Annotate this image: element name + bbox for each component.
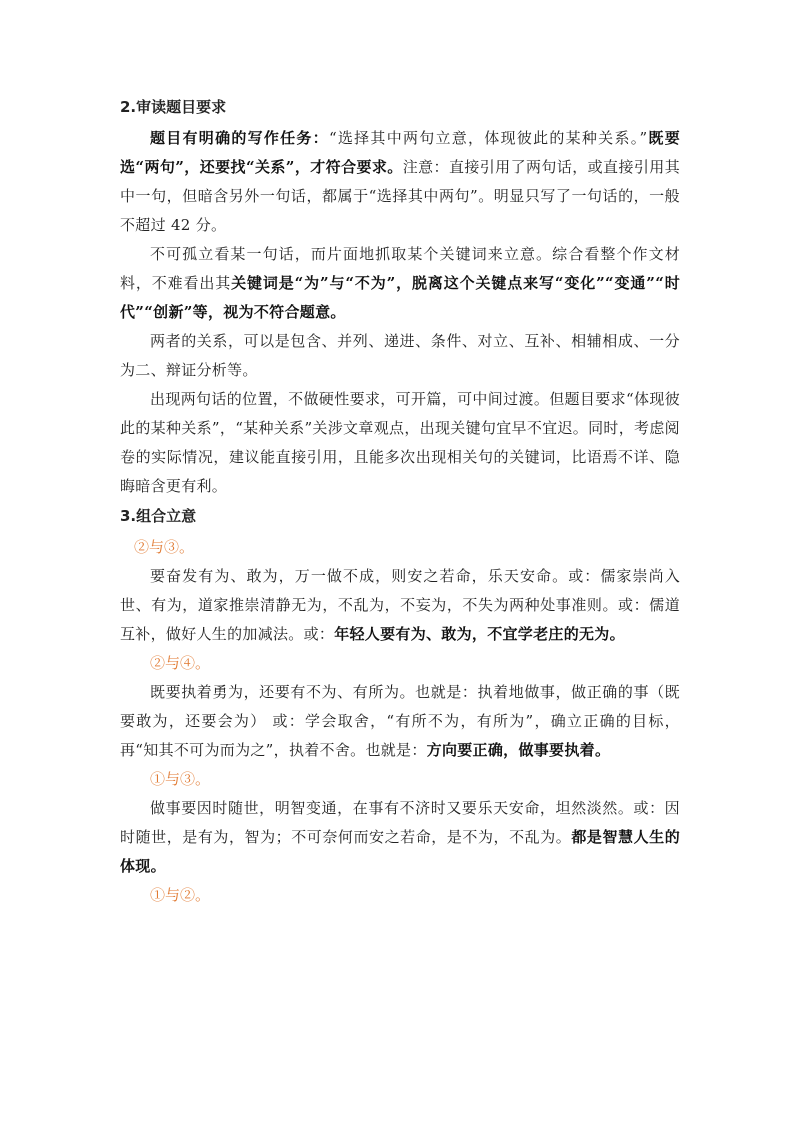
bold-text: 方向要正确，做事要执着。 xyxy=(426,741,611,759)
bold-text: 都是智慧人生的体现。 xyxy=(120,828,681,875)
bold-text: 年轻人要有为、敢为，不宜学老庄的无为。 xyxy=(334,625,625,643)
combination-label-2-4: ②与④。 xyxy=(150,654,211,672)
body-text: 既要执着勇为，还要有不为、有所为。也就是：执着地做事，做正确的事（既要敢为，还要会为） 或：学会取舍，“有所不为，有所为”，确立正确的目标，再“知其不可为而为之”，执着不舍。也就是： xyxy=(120,683,680,759)
bold-text: 题目有明确的写作任务： xyxy=(150,129,329,147)
paragraph-writing-task xyxy=(120,124,680,240)
body-text: 不可孤立看某一句话，而片面地抓取某个关键词来立意。综合看整个作文材料，不难看出其 xyxy=(120,245,680,292)
bold-text: 关键词是“为”与“不为”，脱离这个关键点来写“变化”“变通”“时代”“创新”等，视为不符合题意。 xyxy=(120,274,680,321)
body-text: 注意：直接引用了两句话，或直接引用其中一句，但暗含另外一句话，都属于“选择其中两句”。明显只写了一句话的，一般不超过 42 分。 xyxy=(120,158,680,234)
body-text: 要奋发有为、敢为，万一做不成，则安之若命，乐天安命。或：儒家崇尚入世、有为，道家推崇清静无为，不乱为，不妄为，不失为两种处事准则。或：儒道互补，做好人生的加减法。或： xyxy=(120,567,680,643)
body-text: “选择其中两句立意，体现彼此的某种关系。” xyxy=(328,129,648,147)
paragraph-keywords xyxy=(120,240,680,327)
bold-text: 既要选“两句”，还要找“关系”，才符合要求。 xyxy=(120,129,680,176)
paragraph-combination-1-3 xyxy=(120,794,680,881)
combination-label-2-3: ②与③。 xyxy=(134,538,195,556)
paragraph-relations: 两者的关系，可以是包含、并列、递进、条件、对立、互补、相辅相成、一分为二、辩证分析等。 xyxy=(120,332,680,379)
section-heading-3: 3.组合立意 xyxy=(120,507,197,525)
paragraph-position: 出现两句话的位置，不做硬性要求，可开篇，可中间过渡。但题目要求“体现彼此的某种关系”，“某种关系”关涉文章观点，出现关键句宜早不宜迟。同时，考虑阅卷的实际情况，建议能直接引用，且能多次出现相关句的关键词，比语焉不详、隐晦暗含更有利。 xyxy=(120,390,680,495)
paragraph-combination-2-3 xyxy=(120,562,680,649)
body-text: 做事要因时随世，明智变通，在事有不济时又要乐天安命，坦然淡然。或：因时随世，是有为，智为；不可奈何而安之若命，是不为，不乱为。 xyxy=(120,799,680,846)
combination-label-1-2: ①与②。 xyxy=(150,886,211,904)
document-body xyxy=(120,96,680,910)
section-heading-2: 2.审读题目要求 xyxy=(120,98,227,116)
paragraph-combination-2-4 xyxy=(120,678,680,765)
combination-label-1-3: ①与③。 xyxy=(150,770,211,788)
